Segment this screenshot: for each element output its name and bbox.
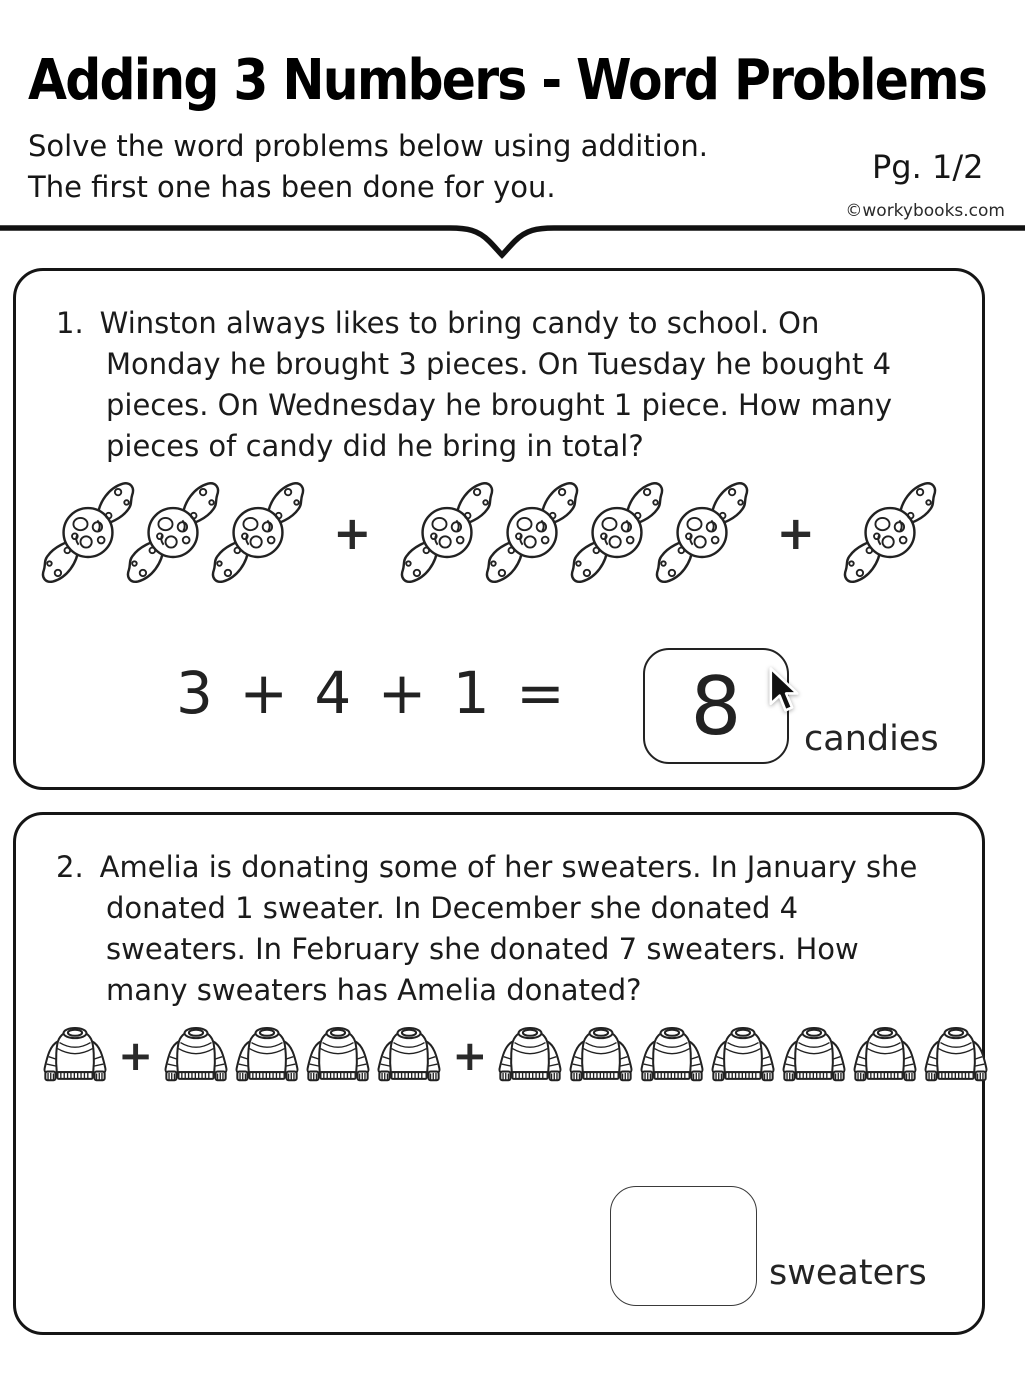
sweater-icon-row	[41, 1025, 974, 1087]
problem-card-1	[13, 268, 985, 790]
candy-icon	[485, 477, 579, 589]
candy-icon	[211, 477, 305, 589]
candy-icon	[126, 477, 220, 589]
candy-icon	[41, 477, 135, 589]
problem-2-question: Amelia is donating some of her sweaters. In January she donated 1 sweater. In December she donated 4 sweaters. In February she donated 7 sweaters. How many sweaters has Amelia donated?	[99, 850, 918, 1007]
candy-group	[400, 477, 749, 589]
sweater-icon	[567, 1025, 635, 1087]
answer-box-2[interactable]	[610, 1186, 757, 1306]
plus-sign: +	[118, 1031, 154, 1080]
sweater-icon	[375, 1025, 443, 1087]
sweater-icon	[780, 1025, 848, 1087]
sweater-group	[496, 1025, 990, 1087]
plus-sign: +	[452, 1031, 488, 1080]
sweater-icon	[304, 1025, 372, 1087]
instructions-line1: Solve the word problems below using addition.	[28, 129, 709, 163]
plus-sign: +	[776, 506, 816, 560]
problem-1-number: 1.	[56, 306, 84, 340]
sweater-icon	[709, 1025, 777, 1087]
sweater-icon	[41, 1025, 109, 1087]
problem-1-question: Winston always likes to bring candy to school. On Monday he brought 3 pieces. On Tuesday he bought 4 pieces. On Wednesday he brought 1 piece. How many pieces of candy did he bring in total?	[99, 306, 893, 463]
candy-icon	[400, 477, 494, 589]
sweater-icon	[162, 1025, 230, 1087]
header-divider	[0, 221, 1025, 265]
problem-2-text	[56, 847, 936, 1011]
unit-label-2: sweaters	[769, 1253, 927, 1293]
sweater-group	[162, 1025, 443, 1087]
sweater-icon	[496, 1025, 564, 1087]
page-number: Pg. 1/2	[872, 148, 984, 186]
plus-sign: +	[333, 506, 372, 560]
sweater-icon	[922, 1025, 990, 1087]
instructions-line2: The first one has been done for you.	[28, 170, 556, 204]
problem-card-2	[13, 812, 985, 1335]
candy-icon	[570, 477, 664, 589]
answer-value-1: 8	[690, 659, 742, 753]
candy-icon	[843, 477, 937, 589]
page-title: Adding 3 Numbers - Word Problems	[28, 48, 987, 113]
problem-1-text	[56, 303, 936, 467]
mouse-cursor-icon	[766, 667, 802, 717]
copyright-text: ©workybooks.com	[845, 201, 1005, 221]
candy-group	[41, 477, 305, 589]
instructions	[28, 126, 708, 208]
sweater-icon	[638, 1025, 706, 1087]
candy-icon-row	[41, 477, 974, 589]
unit-label-1: candies	[804, 719, 939, 759]
equation-text: 3 + 4 + 1 =	[176, 659, 569, 727]
candy-group	[843, 477, 937, 589]
problem-2-number: 2.	[56, 850, 84, 884]
sweater-group	[41, 1025, 109, 1087]
sweater-icon	[233, 1025, 301, 1087]
sweater-icon	[851, 1025, 919, 1087]
candy-icon	[655, 477, 749, 589]
